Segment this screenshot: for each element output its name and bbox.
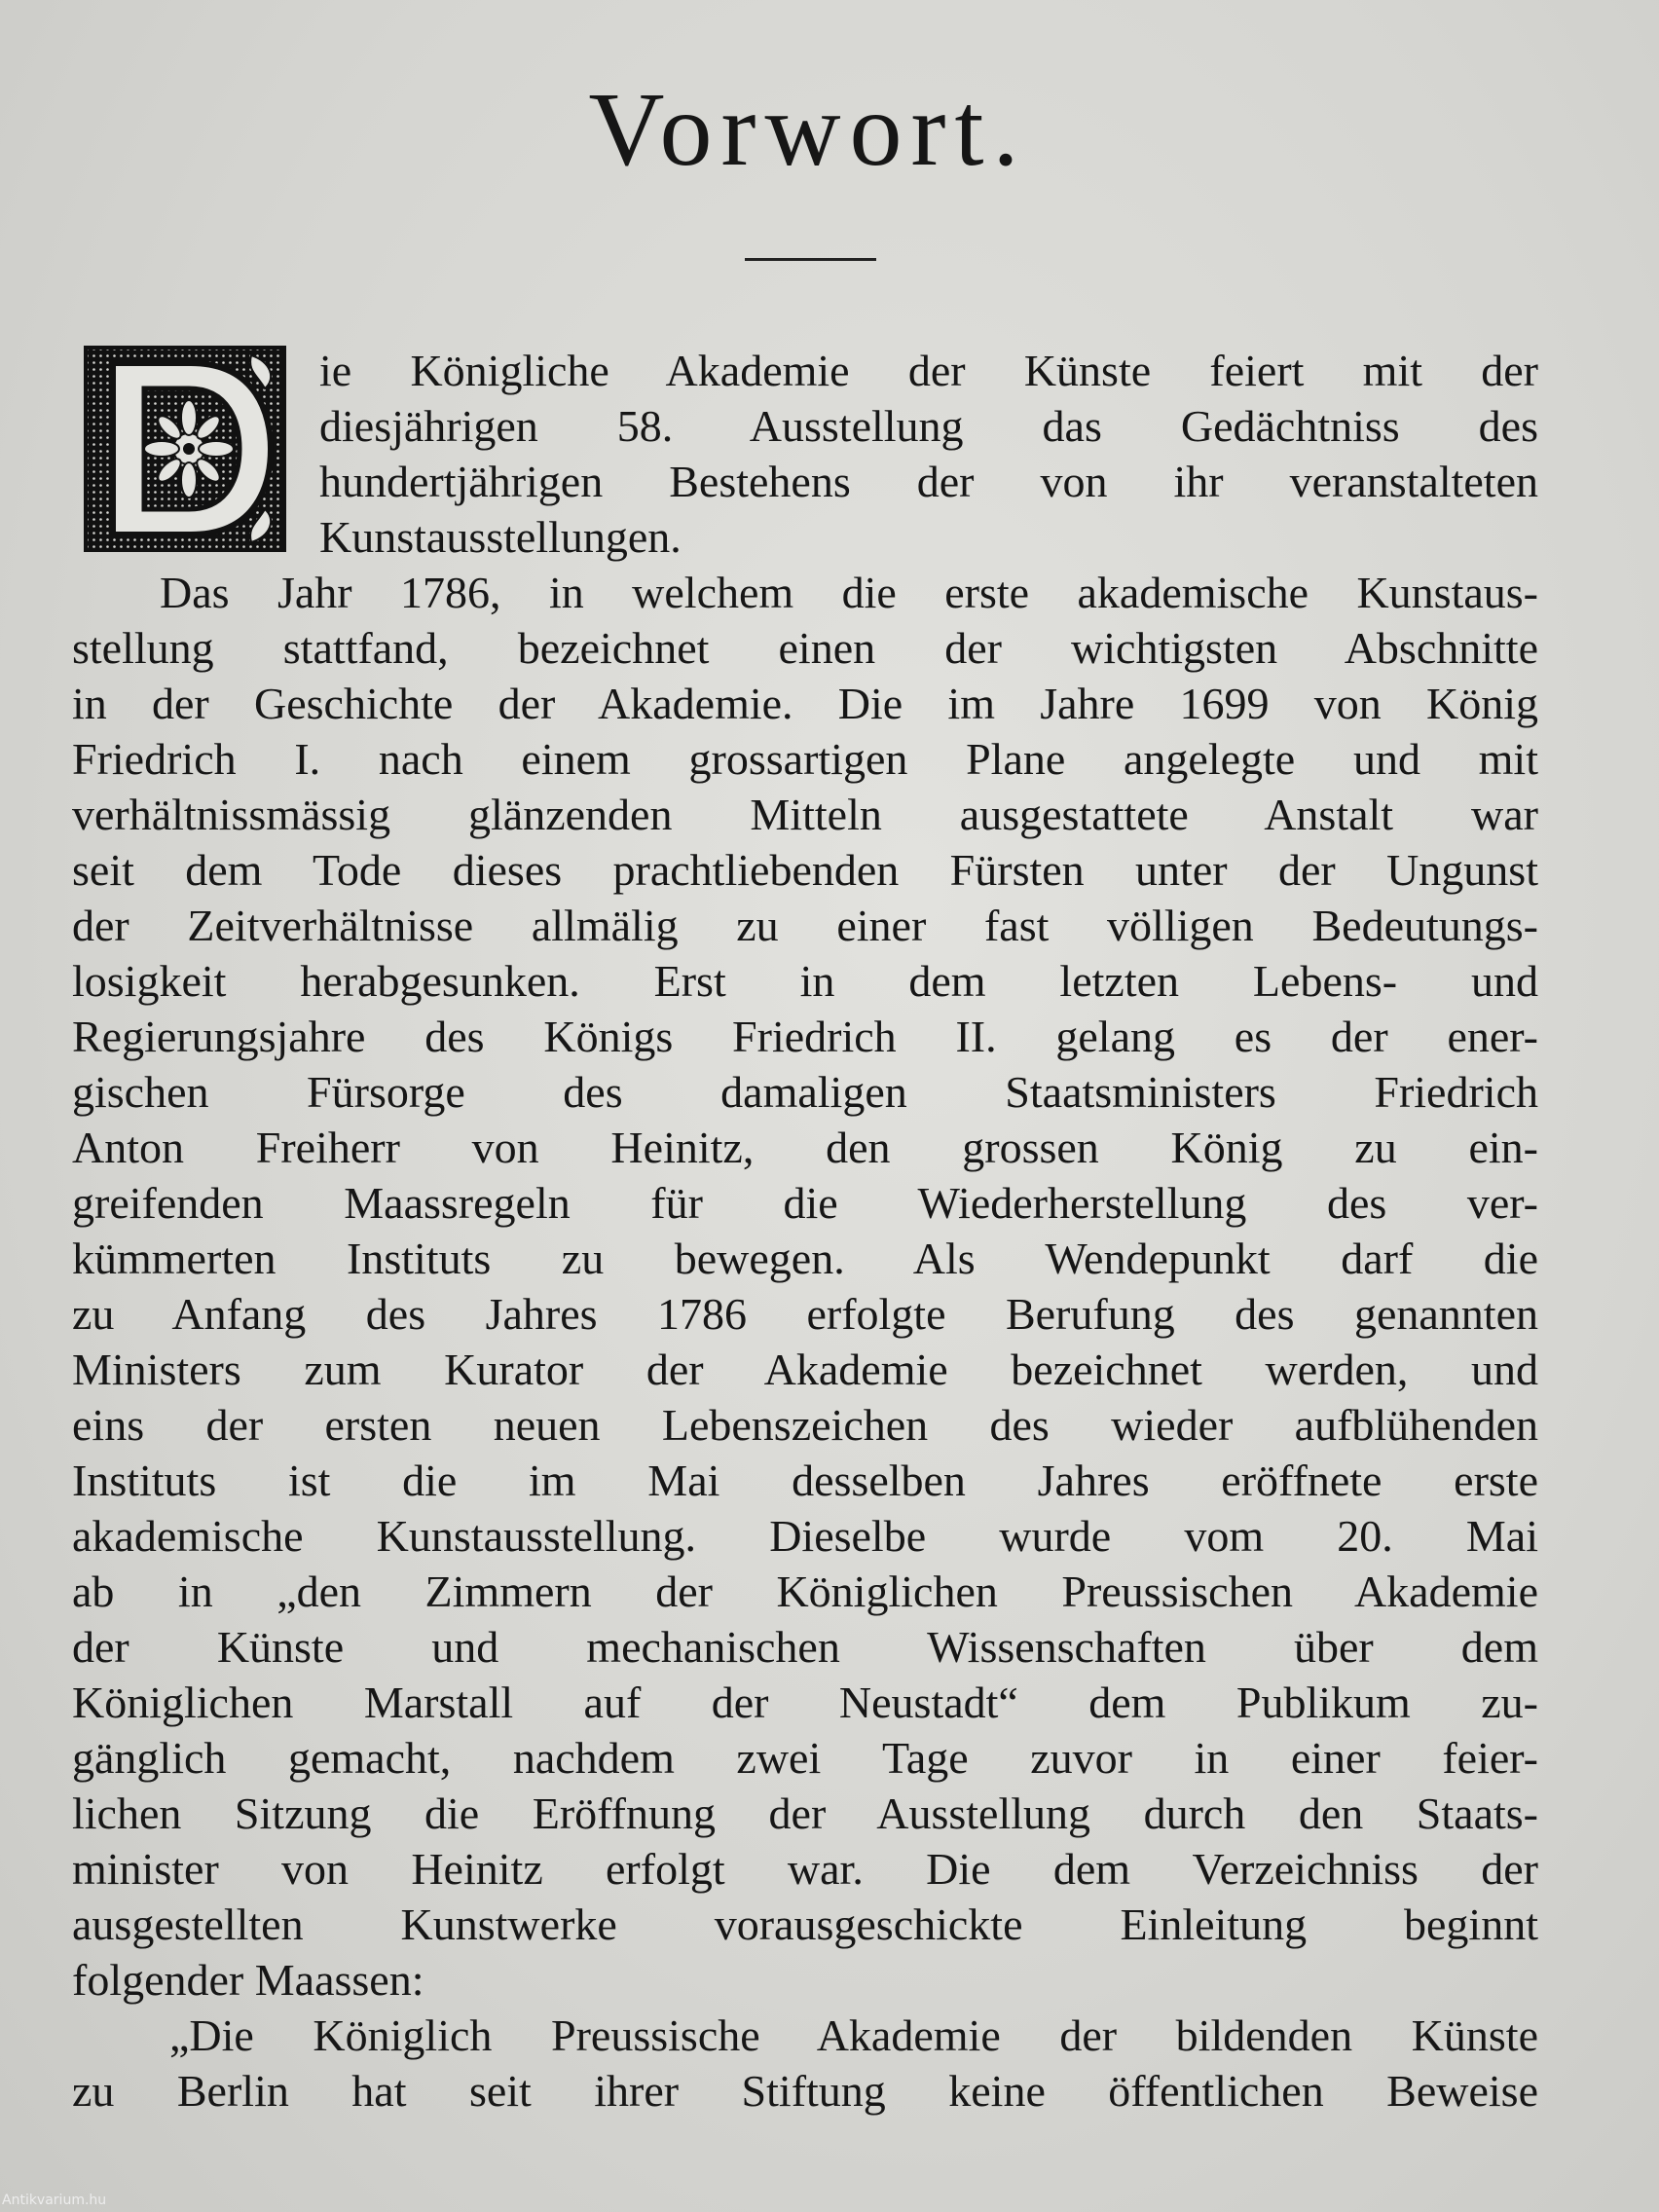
text-line: Anton Freiherr von Heinitz, den grossen König zu ein-: [72, 1123, 1538, 1172]
text-line: stellung stattfand, bezeichnet einen der wichtigsten Abschnitte: [72, 623, 1538, 673]
text-line: Ministers zum Kurator der Akademie bezeichnet werden, und: [72, 1345, 1538, 1394]
page-title: Vorwort.: [588, 72, 1028, 188]
text-line: ausgestellten Kunstwerke vorausgeschickte Einleitung beginnt: [72, 1899, 1538, 1949]
text-line: zu Berlin hat seit ihrer Stiftung keine öffentlichen Beweise: [72, 2066, 1538, 2116]
text-line: „Die Königlich Preussische Akademie der bildenden Künste: [169, 2010, 1538, 2060]
text-line: in der Geschichte der Akademie. Die im Jahre 1699 von König: [72, 679, 1538, 728]
text-line: folgender Maassen:: [72, 1955, 424, 2005]
text-line: minister von Heinitz erfolgt war. Die dem Verzeichniss der: [72, 1844, 1538, 1894]
text-line: losigkeit herabgesunken. Erst in dem letzten Lebens- und: [72, 956, 1538, 1006]
title-rule: [745, 258, 876, 261]
watermark: Antikvarium.hu: [2, 2193, 107, 2208]
text-line: greifenden Maassregeln für die Wiederherstellung des ver-: [72, 1178, 1538, 1228]
text-line: hundertjährigen Bestehens der von ihr veranstalteten: [319, 457, 1538, 506]
text-line: diesjährigen 58. Ausstellung das Gedächtniss des: [319, 401, 1538, 451]
text-line: der Künste und mechanischen Wissenschaften über dem: [72, 1622, 1538, 1672]
text-line: verhältnissmässig glänzenden Mitteln ausgestattete Anstalt war: [72, 790, 1538, 839]
text-line: seit dem Tode dieses prachtliebenden Fürsten unter der Ungunst: [72, 845, 1538, 895]
text-line: ab in „den Zimmern der Königlichen Preussischen Akademie: [72, 1567, 1538, 1616]
text-line: akademische Kunstausstellung. Dieselbe wurde vom 20. Mai: [72, 1511, 1538, 1561]
text-line: Regierungsjahre des Königs Friedrich II. gelang es der ener-: [72, 1012, 1538, 1061]
text-line: kümmerten Instituts zu bewegen. Als Wendepunkt darf die: [72, 1234, 1538, 1283]
text-line: Friedrich I. nach einem grossartigen Plane angelegte und mit: [72, 734, 1538, 784]
text-line: gischen Fürsorge des damaligen Staatsministers Friedrich: [72, 1067, 1538, 1117]
text-line: eins der ersten neuen Lebenszeichen des wieder aufblühenden: [72, 1400, 1538, 1450]
text-line: Instituts ist die im Mai desselben Jahres eröffnete erste: [72, 1456, 1538, 1505]
text-body: [72, 343, 1538, 2119]
text-line: der Zeitverhältnisse allmälig zu einer fast völligen Bedeutungs-: [72, 901, 1538, 950]
text-line: gänglich gemacht, nachdem zwei Tage zuvor in einer feier-: [72, 1733, 1538, 1783]
text-line: Kunstausstellungen.: [319, 512, 682, 562]
text-line: Das Jahr 1786, in welchem die erste akademische Kunstaus-: [160, 568, 1538, 617]
text-line: Königlichen Marstall auf der Neustadt“ dem Publikum zu-: [72, 1677, 1538, 1727]
text-line: ie Königliche Akademie der Künste feiert mit der: [319, 346, 1538, 395]
text-line: lichen Sitzung die Eröffnung der Ausstellung durch den Staats-: [72, 1788, 1538, 1838]
text-line: zu Anfang des Jahres 1786 erfolgte Berufung des genannten: [72, 1289, 1538, 1339]
